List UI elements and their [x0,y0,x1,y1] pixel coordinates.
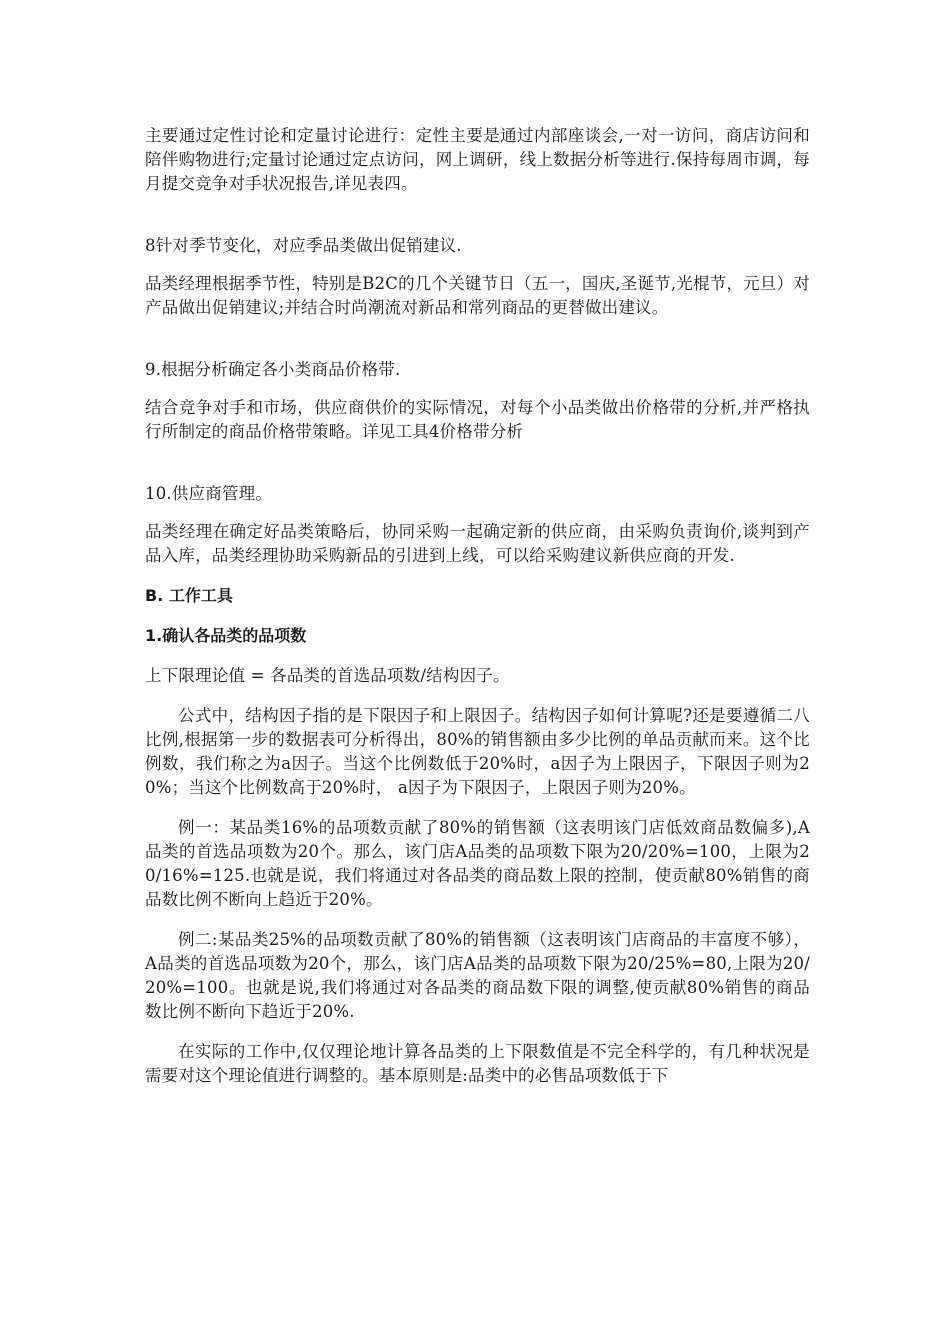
paragraph-supplier-management: 品类经理在确定好品类策略后，协同采购一起确定新的供应商，由采购负责询价,谈判到产品入库，品类经理协助采购新品的引进到上线，可以给采购建议新供应商的开发. [145,522,810,565]
paragraph-seasonal-promotion: 品类经理根据季节性，特别是B2C的几个关键节日（五一，国庆,圣诞节,光棍节，元旦）对产品做出促销建议;并结合时尚潮流对新品和常列商品的更替做出建议。 [145,274,810,317]
paragraph-structure-factor: 公式中，结构因子指的是下限因子和上限因子。结构因子如何计算呢?还是要遵循二八比例,根据第一步的数据表可分析得出，80%的销售额由多少比例的单品贡献而来。这个比例数，我们称之为a因子。当这个比例数低于20%时，a因子为上限因子，下限因子则为20%；当这个比例数高于20%时， a因子为下限因子，上限因子则为20%。 [145,706,810,797]
section-b-heading: B. 工作工具 [145,586,233,605]
document-body [145,124,810,1088]
paragraph-example-1: 例一：某品类16%的品项数贡献了80%的销售额（这表明该门店低效商品数偏多),A品类的首选品项数为20个。那么，该门店A品类的品项数下限为20/20%=100，上限为20/16%=125.也就是说，我们将通过对各品类的商品数上限的控制，使贡献80%销售的商品数比例不断向上趋近于20%。 [145,818,810,909]
formula-line: 上下限理论值 = 各品类的首选品项数/结构因子。 [145,666,510,685]
tool-1-heading: 1.确认各品类的品项数 [145,626,307,645]
paragraph-practical-adjustment: 在实际的工作中,仅仅理论地计算各品类的上下限数值是不完全科学的，有几种状况是需要对这个理论值进行调整的。基本原则是:品类中的必售品项数低于下 [145,1042,810,1085]
section-9-title: 9.根据分析确定各小类商品价格带. [145,360,401,379]
paragraph-example-2: 例二:某品类25%的品项数贡献了80%的销售额（这表明该门店商品的丰富度不够），A品类的首选品项数为20个，那么，该门店A品类的品项数下限为20/25%=80,上限为20/20%=100。也就是说,我们将通过对各品类的商品数下限的调整,使贡献80%销售的商品数比例不断向下趋近于20%. [145,930,810,1021]
section-8-title: 8针对季节变化，对应季品类做出促销建议. [145,236,462,255]
paragraph-research-methods: 主要通过定性讨论和定量讨论进行：定性主要是通过内部座谈会,一对一访问，商店访问和陪伴购物进行;定量讨论通过定点访问，网上调研，线上数据分析等进行.保持每周市调，每月提交竞争对手状况报告,详见表四。 [145,126,810,193]
paragraph-price-band: 结合竞争对手和市场，供应商供价的实际情况，对每个小品类做出价格带的分析,并严格执行所制定的商品价格带策略。详见工具4价格带分析 [145,398,810,441]
section-10-title: 10.供应商管理。 [145,484,273,503]
